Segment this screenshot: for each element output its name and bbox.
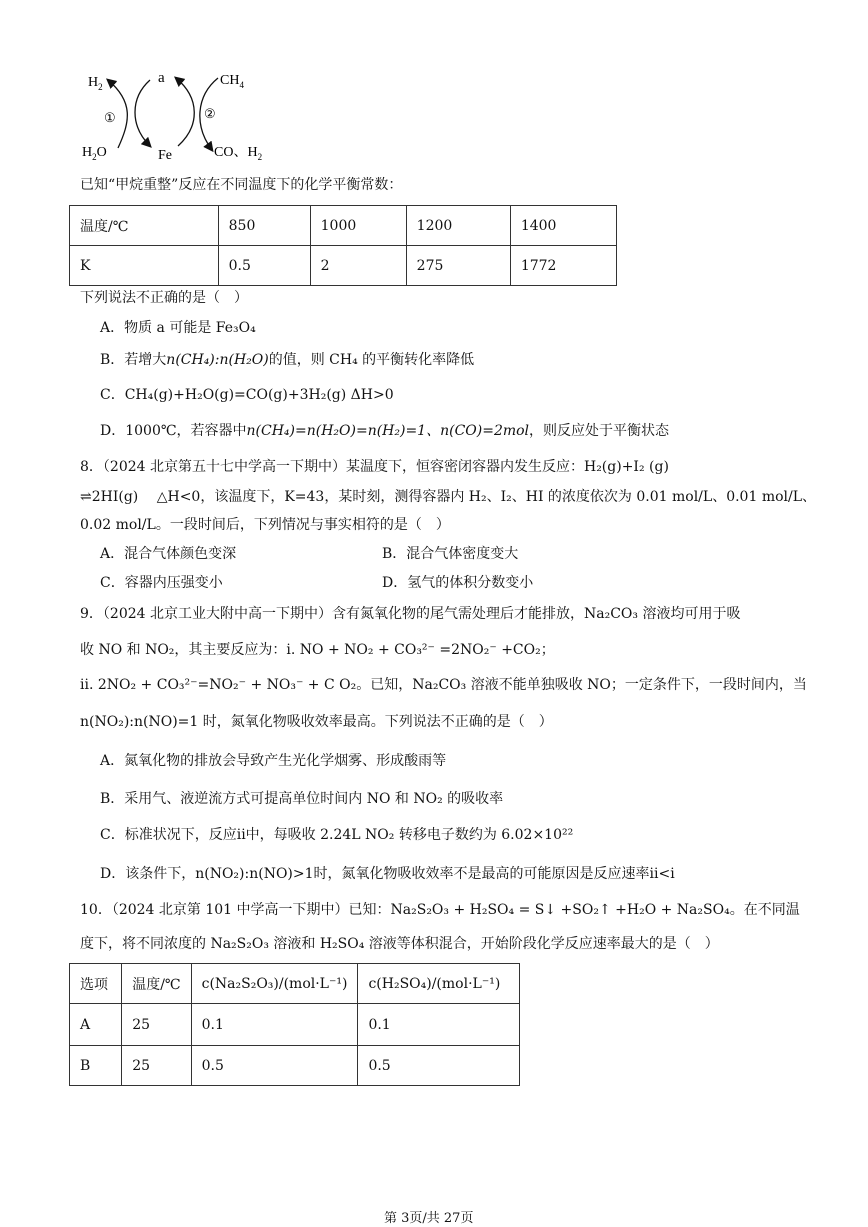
label-step1: ① xyxy=(104,110,116,125)
arc-a-to-fe xyxy=(135,80,150,146)
q8-line1: 8．（2024 北京第五十七中学高一下期中）某温度下，恒容密闭容器内发生反应：H₂(g)+I₂ (g) xyxy=(80,459,669,475)
table-row xyxy=(70,1004,520,1046)
label-h2o: $H_2O$ xyxy=(82,145,107,162)
q8-line3: 0.02 mol/L。一段时间后，下列情况与事实相符的是（ ） xyxy=(80,517,450,533)
k-table-temp: 850 xyxy=(218,206,310,246)
q7-option-a: A．物质 a 可能是 Fe₃O₄ xyxy=(100,320,256,336)
k-table-temp: 1000 xyxy=(310,206,406,246)
q9-option-c: C．标准状况下，反应ii中，每吸收 2.24L NO₂ 转移电子数约为 6.02×10²² xyxy=(100,827,574,843)
q7-d-post: ，则反应处于平衡状态 xyxy=(529,423,670,439)
cycle-svg xyxy=(78,62,288,170)
q10-line1: 10．（2024 北京第 101 中学高一下期中）已知：Na₂S₂O₃ + H₂SO₄ = S↓ +SO₂↑ +H₂O + Na₂SO₄。在不同温 xyxy=(80,902,800,918)
q10-cell: 0.5 xyxy=(191,1046,358,1086)
q7-d-expr: n(CH₄)=n(H₂O)=n(H₂)=1、n(CO)=2mol xyxy=(246,423,530,439)
page-footer: 第 3页/共 27页 xyxy=(384,1211,474,1226)
q9-line1: 9．（2024 北京工业大附中高一下期中）含有氮氧化物的尾气需处理后才能排放，Na₂CO₃ 溶液均可用于吸 xyxy=(80,606,741,622)
label-a: a xyxy=(158,70,165,86)
q7-c-label: C． xyxy=(100,387,125,403)
q7-option-b xyxy=(100,350,474,370)
k-table-value: 1772 xyxy=(510,246,616,286)
q10-cell: 25 xyxy=(122,1046,191,1086)
q9-option-a: A．氮氧化物的排放会导致产生光化学烟雾、形成酸雨等 xyxy=(100,753,447,769)
k-table xyxy=(69,205,617,286)
q10-header: c(H₂SO₄)/(mol·L⁻¹) xyxy=(358,964,520,1004)
q10-cell: A xyxy=(70,1004,122,1046)
table-row xyxy=(70,1046,520,1086)
intro-text: 已知“甲烷重整”反应在不同温度下的化学平衡常数： xyxy=(80,177,403,193)
q8-option-c: C．容器内压强变小 xyxy=(100,575,223,591)
k-table-temp: 1400 xyxy=(510,206,616,246)
q10-cell: 0.1 xyxy=(191,1004,358,1046)
table-row xyxy=(70,964,520,1004)
q8-option-a: A．混合气体颜色变深 xyxy=(100,546,237,562)
k-table-value: 0.5 xyxy=(218,246,310,286)
q7-d-pre: D．1000℃，若容器中 xyxy=(100,423,247,439)
q10-header: 温度/℃ xyxy=(122,964,191,1004)
q10-table xyxy=(69,963,520,1086)
q7-stem: 下列说法不正确的是（ ） xyxy=(80,290,248,306)
q10-header: 选项 xyxy=(70,964,122,1004)
q8-line2: ⇌2HI(g) △H<0，该温度下，K=43，某时刻，测得容器内 H₂、I₂、HI 的浓度依次为 0.01 mol/L、0.01 mol/L、 xyxy=(80,489,817,505)
q9-option-b: B．采用气、液逆流方式可提高单位时间内 NO 和 NO₂ 的吸收率 xyxy=(100,791,504,807)
q8-option-b: B．混合气体密度变大 xyxy=(382,546,519,562)
label-fe: Fe xyxy=(158,148,172,163)
arc-fe-to-a xyxy=(176,78,194,146)
q9-option-d: D．该条件下，n(NO₂):n(NO)>1时，氮氧化物吸收效率不是最高的可能原因是反应速率ii<i xyxy=(100,866,675,882)
q10-line2: 度下，将不同浓度的 Na₂S₂O₃ 溶液和 H₂SO₄ 溶液等体积混合，开始阶段化学反应速率最大的是（ ） xyxy=(80,936,719,952)
q10-cell: B xyxy=(70,1046,122,1086)
q7-b-post: 的值，则 CH₄ 的平衡转化率降低 xyxy=(268,352,475,368)
q8-option-d: D．氢气的体积分数变小 xyxy=(382,575,534,591)
k-table-header-k: K xyxy=(70,246,219,286)
q7-b-pre: B．若增大 xyxy=(100,352,167,368)
q10-header: c(Na₂S₂O₃)/(mol·L⁻¹) xyxy=(191,964,358,1004)
q10-cell: 0.5 xyxy=(358,1046,520,1086)
label-step2: ② xyxy=(204,106,216,121)
reaction-cycle-diagram xyxy=(78,62,288,170)
k-table-header-temp: 温度/℃ xyxy=(70,206,219,246)
table-row xyxy=(70,206,617,246)
q7-b-expr: n(CH₄):n(H₂O) xyxy=(166,352,269,368)
q10-cell: 25 xyxy=(122,1004,191,1046)
label-co-h2: CO、$H_2$ xyxy=(214,145,263,162)
label-h2: $H_2$ xyxy=(88,75,103,92)
table-row xyxy=(70,246,617,286)
q7-option-c xyxy=(100,385,394,405)
q10-cell: 0.1 xyxy=(358,1004,520,1046)
q7-c-expr: CH₄(g)+H₂O(g)=CO(g)+3H₂(g) ΔH>0 xyxy=(124,387,394,403)
k-table-temp: 1200 xyxy=(406,206,510,246)
q7-option-d xyxy=(100,421,669,441)
q9-line2: 收 NO 和 NO₂，其主要反应为：i. NO + NO₂ + CO₃²⁻ =2NO₂⁻ +CO₂； xyxy=(80,642,555,658)
k-table-value: 275 xyxy=(406,246,510,286)
q9-line4: n(NO₂):n(NO)=1 时，氮氧化物吸收效率最高。下列说法不正确的是（ ） xyxy=(80,714,553,730)
label-ch4: $CH_4$ xyxy=(220,73,244,90)
k-table-value: 2 xyxy=(310,246,406,286)
q9-line3: ii. 2NO₂ + CO₃²⁻=NO₂⁻ + NO₃⁻ + C O₂。已知，Na₂CO₃ 溶液不能单独吸收 NO；一定条件下，一段时间内，当 xyxy=(80,677,807,693)
